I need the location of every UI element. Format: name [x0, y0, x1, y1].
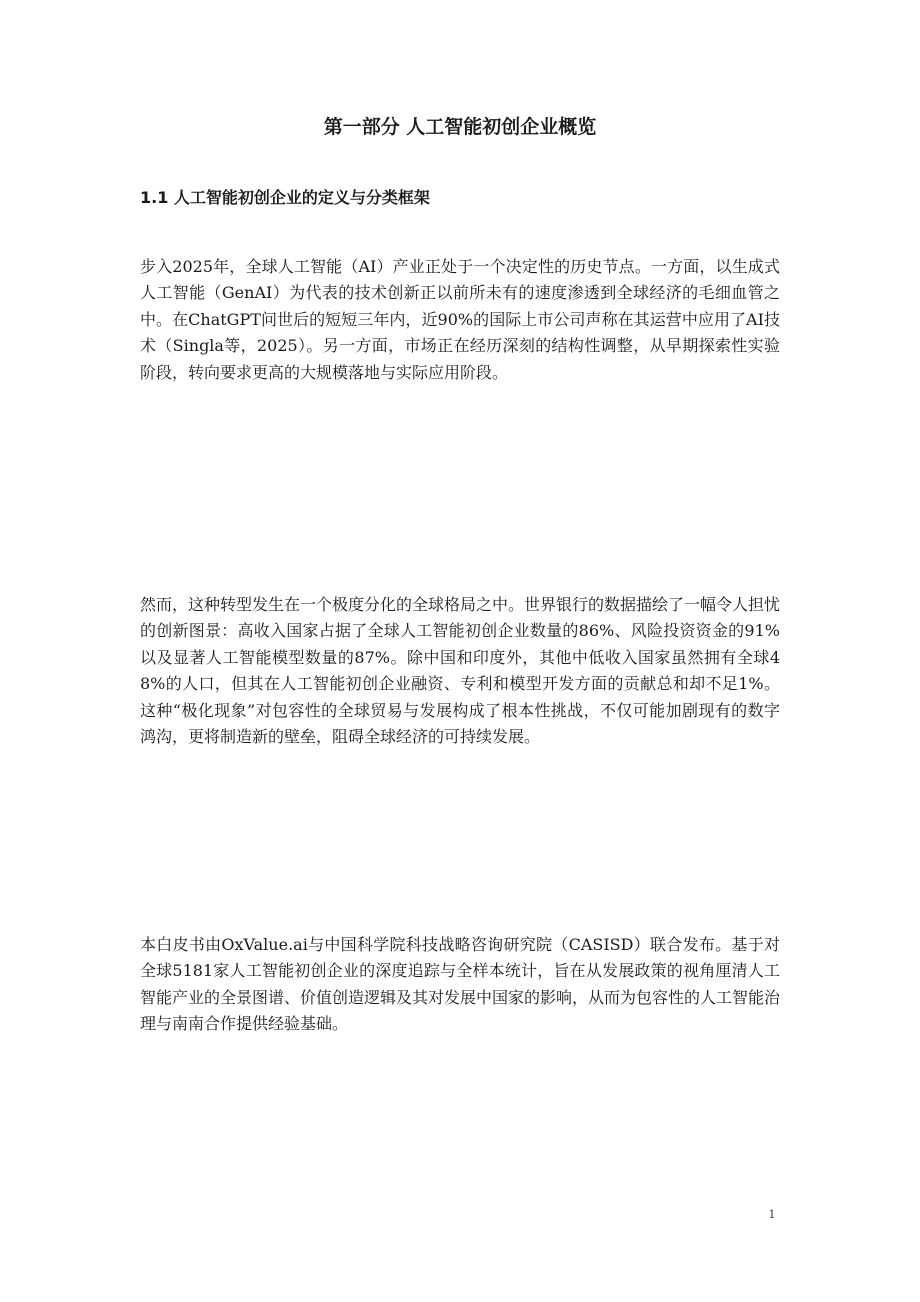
body-paragraph: 步入2025年，全球人工智能（AI）产业正处于一个决定性的历史节点。一方面，以生成式人工智能（GenAI）为代表的技术创新正以前所未有的速度渗透到全球经济的毛细血管之中。在ChatGPT问世后的短短三年内，近90%的国际上市公司声称在其运营中应用了AI技术（Singla等，2025）。另一方面，市场正在经历深刻的结构性调整，从早期探索性实验阶段，转向要求更高的大规模落地与实际应用阶段。 — [140, 257, 780, 382]
part-title: 第一部分 人工智能初创企业概览 — [323, 116, 597, 138]
body-paragraph: 然而，这种转型发生在一个极度分化的全球格局之中。世界银行的数据描绘了一幅令人担忧的创新图景：高收入国家占据了全球人工智能初创企业数量的86%、风险投资资金的91%以及显著人工智能模型数量的87%。除中国和印度外，其他中低收入国家虽然拥有全球48%的人口，但其在人工智能初创企业融资、专利和模型开发方面的贡献总和却不足1%。这种“极化现象”对包容性的全球贸易与发展构成了根本性挑战，不仅可能加剧现有的数字鸿沟，更将制造新的壁垒，阻碍全球经济的可持续发展。 — [140, 595, 781, 747]
page-number: 1 — [768, 1208, 776, 1221]
section-title: 1.1 人工智能初创企业的定义与分类框架 — [140, 188, 430, 207]
body-paragraph: 本白皮书由OxValue.ai与中国科学院科技战略咨询研究院（CASISD）联合发布。基于对全球5181家人工智能初创企业的深度追踪与全样本统计，旨在从发展政策的视角厘清人工智能产业的全景图谱、价值创造逻辑及其对发展中国家的影响，从而为包容性的人工智能治理与南南合作提供经验基础。 — [140, 935, 781, 1034]
